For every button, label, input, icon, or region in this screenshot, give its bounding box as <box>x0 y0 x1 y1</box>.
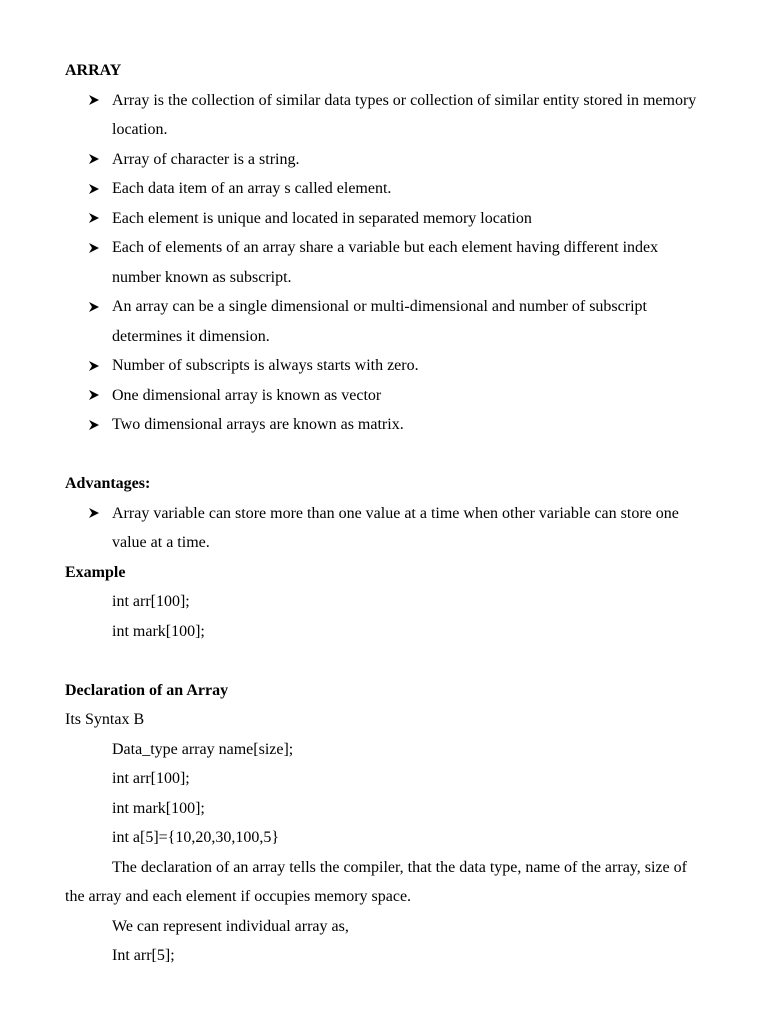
bullet-text: Array is the collection of similar data types or collection of similar entity stored in memory location. <box>112 91 697 138</box>
list-item <box>65 233 705 292</box>
bullet-text: An array can be a single dimensional or multi-dimensional and number of subscript determines it dimension. <box>112 298 647 345</box>
list-item <box>65 410 705 440</box>
bullet-text: Array variable can store more than one value at a time when other variable can store one value at a time. <box>112 504 679 551</box>
list-item <box>65 145 705 175</box>
code-line: int a[5]={10,20,30,100,5} <box>112 829 280 846</box>
document-page <box>65 56 705 971</box>
arrowhead-bullet-icon <box>88 86 102 116</box>
bullet-text: Array of character is a string. <box>112 150 300 168</box>
arrowhead-bullet-icon <box>88 351 102 381</box>
code-line: int arr[100]; <box>112 593 190 610</box>
list-item <box>65 86 705 145</box>
bullet-text: Number of subscripts is always starts with zero. <box>112 357 419 374</box>
arrowhead-bullet-icon <box>88 145 102 175</box>
arrowhead-bullet-icon <box>88 233 102 263</box>
arrowhead-bullet-icon <box>88 174 102 204</box>
bullet-text: Each of elements of an array share a variable but each element having different index number known as subscript. <box>112 239 659 286</box>
list-item <box>65 381 705 411</box>
bullet-text: One dimensional array is known as vector <box>112 386 382 404</box>
arrowhead-bullet-icon <box>88 204 102 234</box>
advantages-bullet-list <box>65 499 705 558</box>
arrowhead-bullet-icon <box>88 292 102 322</box>
arrowhead-bullet-icon <box>88 410 102 440</box>
code-line: Int arr[5]; <box>112 947 175 964</box>
arrowhead-bullet-icon <box>88 381 102 411</box>
code-line: int mark[100]; <box>112 799 205 817</box>
code-line: int arr[100]; <box>112 770 190 787</box>
list-item <box>65 174 705 204</box>
code-line: int mark[100]; <box>112 622 205 640</box>
list-item <box>65 351 705 381</box>
bullet-text: Each data item of an array s called element. <box>112 180 392 197</box>
arrowhead-bullet-icon <box>88 499 102 529</box>
bullet-text: Each element is unique and located in separated memory location <box>112 209 532 227</box>
spacer <box>65 440 705 470</box>
list-item <box>65 292 705 351</box>
list-item <box>65 499 705 558</box>
declaration-paragraph: The declaration of an array tells the compiler, that the data type, name of the array, size of the array and each element if occupies memory space. <box>65 858 687 905</box>
code-line: Data_type array name[size]; <box>112 740 294 758</box>
example-heading: Example <box>65 563 126 581</box>
bullet-text: Two dimensional arrays are known as matrix. <box>112 416 404 433</box>
array-bullet-list <box>65 86 705 440</box>
array-heading: ARRAY <box>65 62 122 79</box>
declaration-heading: Declaration of an Array <box>65 681 229 699</box>
spacer <box>65 646 705 676</box>
list-item <box>65 204 705 234</box>
advantages-heading: Advantages: <box>65 475 151 492</box>
syntax-label: Its Syntax B <box>65 711 145 728</box>
represent-line: We can represent individual array as, <box>112 917 349 935</box>
